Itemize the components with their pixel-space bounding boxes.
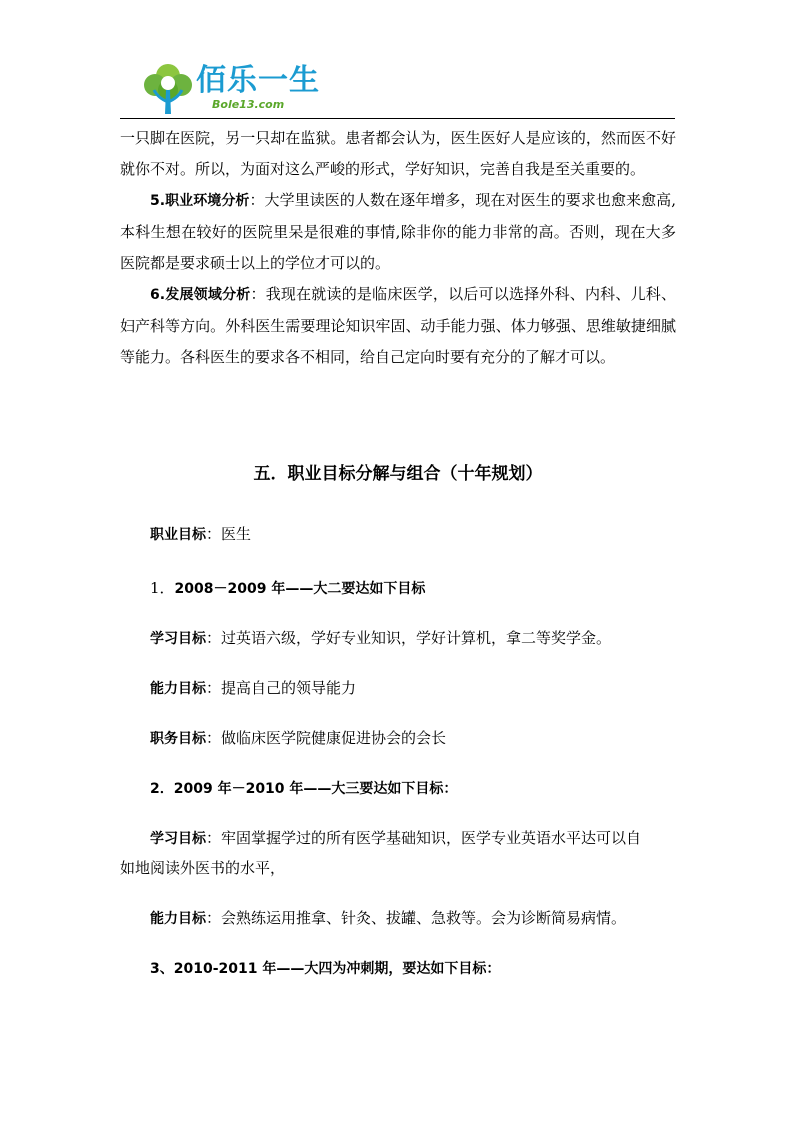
ability-goal-text: ：会熟练运用推拿、针灸、拔罐、急救等。会为诊断简易病情。 xyxy=(206,909,627,927)
tree-logo-icon xyxy=(138,58,198,118)
career-environment-paragraph xyxy=(120,185,676,279)
intro-paragraph: 一只脚在医院，另一只却在监狱。患者都会认为，医生医好人是应该的，然而医不好就你不对。所以，为面对这么严峻的形式，学好知识，完善自我是至关重要的。 xyxy=(120,129,676,178)
header-divider xyxy=(120,118,675,119)
development-field-paragraph xyxy=(120,279,676,373)
period-2-heading xyxy=(120,773,710,804)
brand-logo xyxy=(138,58,318,118)
period-1-study-goal xyxy=(120,623,710,654)
duty-goal-label: 职务目标 xyxy=(150,731,206,747)
period-1-duty-goal xyxy=(120,723,710,754)
duty-goal-text: ：做临床医学院健康促进协会的会长 xyxy=(206,729,447,747)
period-1-heading xyxy=(120,573,710,604)
section-5-label: 5.职业环境分析 xyxy=(150,193,250,209)
study-goal-label: 学习目标 xyxy=(150,631,206,647)
career-goal-sep: ： xyxy=(206,525,222,543)
period-2-ability-goal xyxy=(120,903,710,934)
period-3-heading xyxy=(120,953,710,984)
study-goal-text: ：牢固掌握学过的所有医学基础知识，医学专业英语水平达可以自 xyxy=(206,829,642,847)
ability-goal-label: 能力目标 xyxy=(150,681,206,697)
period-2-study-goal-cont: 如地阅读外医书的水平， xyxy=(120,859,286,877)
career-goal-line xyxy=(120,519,710,550)
ability-goal-text: ：提高自己的领导能力 xyxy=(206,679,357,697)
period-1-ability-goal xyxy=(120,673,710,704)
brand-name: 佰乐一生 xyxy=(196,63,320,98)
period-2-title: 2．2009 年－2010 年——大三要达如下目标： xyxy=(150,781,458,797)
brand-url: Bole13.com xyxy=(212,98,285,111)
section-title: 五．职业目标分解与组合（十年规划） xyxy=(253,464,543,484)
period-3-title: 3、2010-2011 年——大四为冲刺期，要达如下目标： xyxy=(150,961,501,977)
section-5-text: ：大学里读医的人数在逐年增多，现在对医生的要求也愈来愈高,本科生想在较好的医院里呆是很难的事情,除非你的能力非常的高。否则，现在大多医院都是要求硕士以上的学位才可以的。 xyxy=(120,191,676,272)
career-goal-label: 职业目标 xyxy=(150,527,206,543)
section-6-text: ：我现在就读的是临床医学，以后可以选择外科、内科、儿科、妇产科等方向。外科医生需要理论知识牢固、动手能力强、体力够强、思维敏捷细腻等能力。各科医生的要求各不相同，给自己定向时要有充分的了解才可以。 xyxy=(120,285,676,366)
career-goal-value: 医生 xyxy=(221,525,252,543)
study-goal-label: 学习目标 xyxy=(150,831,206,847)
period-1-title: 2008－2009 年——大二要达如下目标 xyxy=(174,581,426,597)
section-6-label: 6.发展领域分析 xyxy=(150,287,251,303)
study-goal-text: ：过英语六级，学好专业知识，学好计算机，拿二等奖学金。 xyxy=(206,629,612,647)
period-2-study-goal xyxy=(120,823,710,854)
body-text xyxy=(120,123,676,373)
period-1-number: 1． xyxy=(150,579,175,597)
ability-goal-label: 能力目标 xyxy=(150,911,206,927)
